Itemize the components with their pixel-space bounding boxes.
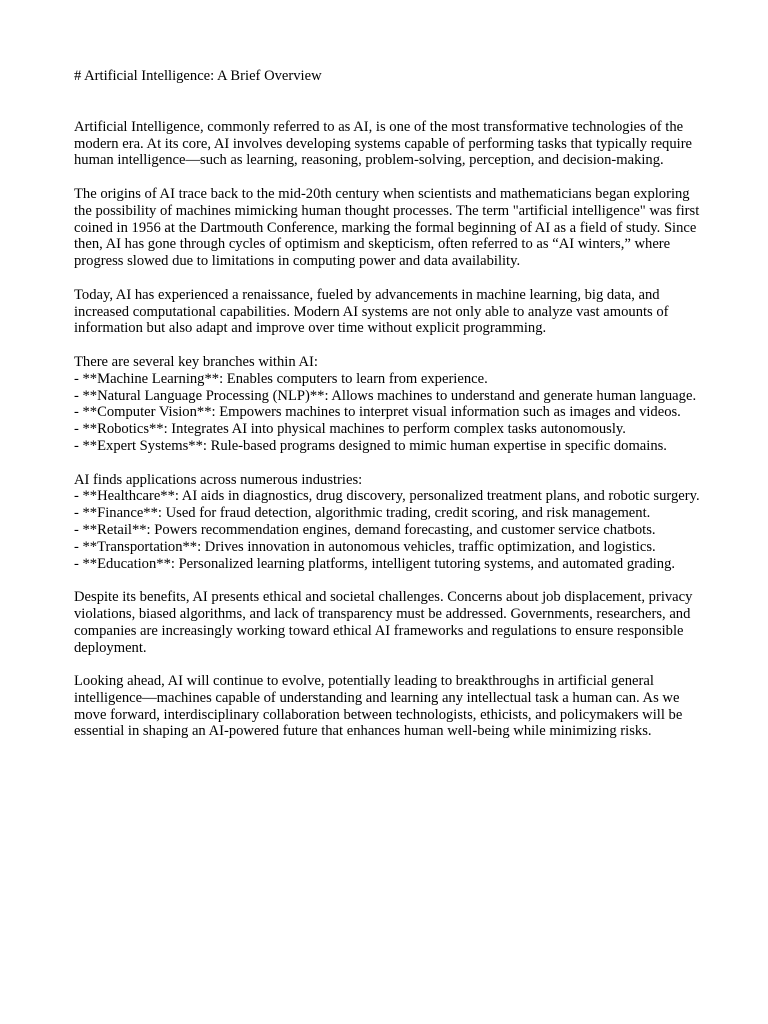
list-item: - **Computer Vision**: Empowers machines to interpret visual information such as images and videos.: [74, 404, 681, 421]
list-item: - **Expert Systems**: Rule-based programs designed to mimic human expertise in specific domains.: [74, 437, 667, 454]
list-item: - **Natural Language Processing (NLP)**: Allows machines to understand and generate human language.: [74, 387, 697, 404]
applications-heading: AI finds applications across numerous industries:: [74, 471, 363, 488]
list-item: - **Transportation**: Drives innovation in autonomous vehicles, traffic optimization, and logistics.: [74, 538, 656, 555]
document-title: # Artificial Intelligence: A Brief Overview: [74, 68, 322, 84]
origins-paragraph: The origins of AI trace back to the mid-20th century when scientists and mathematicians began exploring the possibility of machines mimicking human thought processes. The term "artificial intelligence" was first coined in 1956 at the Dartmouth Conference, marking the formal beginning of AI as a field of study. Since then, AI has gone through cycles of optimism and skepticism, often referred to as “AI winters,” where progress slowed due to limitations in computing power and data availability.: [74, 185, 700, 270]
intro-paragraph: Artificial Intelligence, commonly referred to as AI, is one of the most transformative technologies of the modern era. At its core, AI involves developing systems capable of performing tasks that typically require human intelligence—such as learning, reasoning, problem-solving, perception, and decision-making.: [74, 118, 693, 169]
ethics-paragraph: Despite its benefits, AI presents ethical and societal challenges. Concerns about job displacement, privacy violations, biased algorithms, and lack of transparency must be addressed. Governments, researchers, and companies are increasingly working toward ethical AI frameworks and regulations to ensure responsible deployment.: [74, 589, 693, 656]
branches-section: [74, 354, 704, 455]
applications-section: [74, 472, 704, 573]
list-item: - **Machine Learning**: Enables computers to learn from experience.: [74, 370, 488, 387]
list-item: - **Retail**: Powers recommendation engines, demand forecasting, and customer service chatbots.: [74, 521, 656, 538]
document-page: [74, 68, 704, 757]
list-item: - **Education**: Personalized learning platforms, intelligent tutoring systems, and automated grading.: [74, 555, 676, 572]
future-paragraph: Looking ahead, AI will continue to evolve, potentially leading to breakthroughs in artificial general intelligence—machines capable of understanding and learning any intellectual task a human can. As we move forward, interdisciplinary collaboration between technologists, ethicists, and policymakers will be essential in shaping an AI-powered future that enhances human well-being while minimizing risks.: [74, 673, 683, 740]
list-item: - **Finance**: Used for fraud detection, algorithmic trading, credit scoring, and risk management.: [74, 505, 651, 522]
branches-heading: There are several key branches within AI:: [74, 353, 318, 370]
list-item: - **Robotics**: Integrates AI into physical machines to perform complex tasks autonomously.: [74, 421, 626, 438]
list-item: - **Healthcare**: AI aids in diagnostics, drug discovery, personalized treatment plans, and robotic surgery.: [74, 488, 700, 505]
today-paragraph: Today, AI has experienced a renaissance, fueled by advancements in machine learning, big data, and increased computational capabilities. Modern AI systems are not only able to analyze vast amounts of information but also adapt and improve over time without explicit programming.: [74, 286, 669, 337]
